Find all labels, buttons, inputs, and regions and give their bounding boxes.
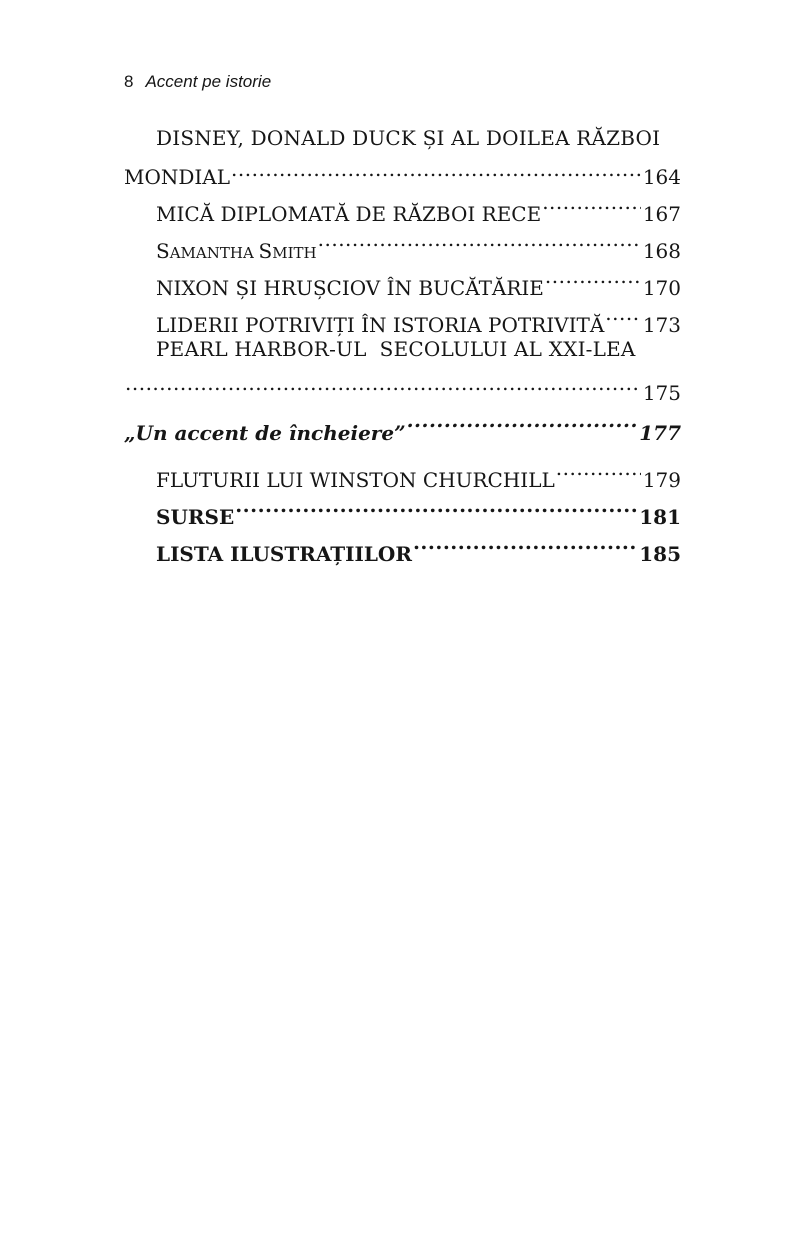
small-caps-initial: S xyxy=(156,239,170,263)
toc-page-number: 173 xyxy=(642,313,681,337)
toc-page-number: 185 xyxy=(639,542,681,566)
toc-entry-label: MONDIAL xyxy=(124,165,231,189)
dot-leader xyxy=(230,154,641,184)
toc-entry-label: LIDERII POTRIVIȚI ÎN ISTORIA POTRIVITĂ xyxy=(156,313,605,337)
toc-entry-disney[interactable] xyxy=(124,154,681,189)
toc-entry-pearl-harbor-line1[interactable] xyxy=(124,332,681,367)
toc-section-label: „Un accent de încheiere” xyxy=(124,421,406,445)
toc-page-number: 177 xyxy=(639,421,681,445)
toc-entry-pearl-harbor[interactable] xyxy=(124,367,681,405)
toc-page-number: 168 xyxy=(642,239,681,263)
dot-leader xyxy=(541,184,641,221)
dot-leader xyxy=(234,487,637,524)
small-caps-rest: AMANTHA xyxy=(169,244,259,262)
book-title: Accent pe istorie xyxy=(145,72,272,91)
toc-entry-label: DISNEY, DONALD DUCK ȘI AL DOILEA RĂZBOI xyxy=(156,126,661,150)
toc-page-number: 179 xyxy=(642,468,681,492)
toc-entry-label xyxy=(156,233,317,272)
running-header xyxy=(124,71,271,93)
toc-page-number: 170 xyxy=(642,276,681,300)
toc-entry-label: FLUTURII LUI WINSTON CHURCHILL xyxy=(156,468,555,492)
toc-entry-disney-line1[interactable] xyxy=(124,122,681,154)
toc-entry-fluturii[interactable] xyxy=(124,450,681,492)
toc-page-number: 167 xyxy=(642,202,681,226)
toc-entry-label: NIXON ȘI HRUȘCIOV ÎN BUCĂTĂRIE xyxy=(156,276,544,300)
dot-leader xyxy=(317,221,641,258)
toc-page-number: 164 xyxy=(642,165,681,189)
small-caps-initial: S xyxy=(258,239,273,263)
page-number: 8 xyxy=(124,72,134,91)
toc-section-heading[interactable] xyxy=(124,400,681,445)
dot-leader xyxy=(406,400,638,440)
toc-page-number: 181 xyxy=(639,505,681,529)
toc-entry-label: LISTA ILUSTRAȚIILOR xyxy=(156,542,412,566)
dot-leader xyxy=(412,524,637,561)
toc-page-number: 175 xyxy=(642,381,681,405)
table-of-contents xyxy=(124,122,681,566)
toc-entry-label: SURSE xyxy=(156,505,235,529)
dot-leader xyxy=(604,295,641,332)
dot-leader xyxy=(124,367,641,400)
dot-leader xyxy=(555,450,641,487)
dot-leader xyxy=(544,258,641,295)
small-caps-rest: MITH xyxy=(272,244,317,262)
toc-entry-label: PEARL HARBOR-UL SECOLULUI AL XXI-LEA xyxy=(156,337,636,361)
toc-entry-label: MICĂ DIPLOMATĂ DE RĂZBOI RECE xyxy=(156,202,542,226)
